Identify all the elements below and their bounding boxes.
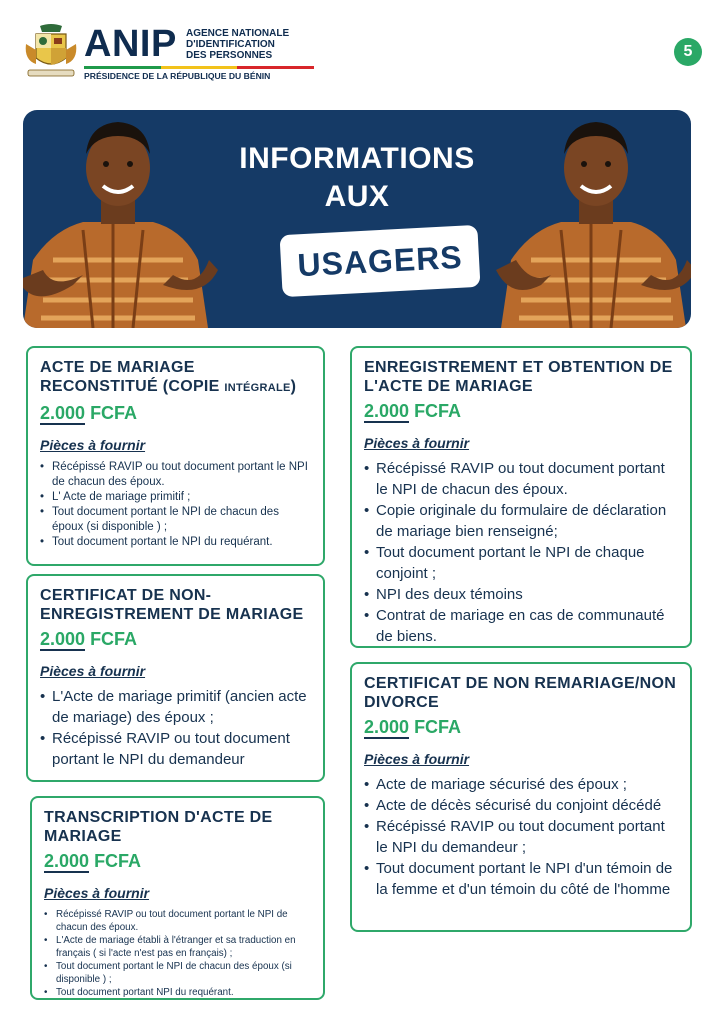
card-title-end: ) bbox=[290, 378, 297, 395]
requirements-list bbox=[364, 774, 678, 900]
card-title-text: ACTE DE MARIAGE RECONSTITUÉ (COPIE bbox=[40, 359, 220, 395]
list-item: • Tout document portant le NPI de chacun des époux (si disponible ) ; bbox=[40, 505, 311, 535]
requirements-list bbox=[44, 908, 311, 999]
list-item: • Tout document portant NPI du requérant. bbox=[44, 986, 311, 999]
list-item: • Récépissé RAVIP ou tout document portant le NPI de chacun des époux. bbox=[364, 458, 678, 500]
brand-logo-text: ANIP bbox=[84, 23, 177, 65]
list-item: • Contrat de mariage en cas de communauté de biens. bbox=[364, 605, 678, 647]
card-title bbox=[40, 358, 311, 398]
pieces-label: Pièces à fournir bbox=[40, 663, 146, 679]
list-item: • Récépissé RAVIP ou tout document portant le NPI du demandeur ; bbox=[364, 816, 678, 858]
hero-banner bbox=[23, 110, 691, 328]
card-transcription-acte-mariage bbox=[30, 796, 325, 1000]
price-amount: 2.000 bbox=[364, 717, 410, 737]
card-title: CERTIFICAT DE NON-ENREGISTREMENT DE MARIAGE bbox=[40, 587, 304, 623]
list-item: • Récépissé RAVIP ou tout document portant le NPI de chacun des époux. bbox=[44, 908, 311, 934]
banner-title bbox=[23, 140, 691, 216]
list-item: • Acte de mariage sécurisé des époux ; bbox=[364, 774, 678, 795]
banner-pill bbox=[280, 225, 481, 297]
price-amount: 2.000 bbox=[40, 403, 86, 423]
requirements-list bbox=[40, 460, 311, 550]
pieces-label: Pièces à fournir bbox=[364, 435, 470, 451]
agency-line-1: AGENCE NATIONALE bbox=[186, 28, 290, 39]
price-amount: 2.000 bbox=[44, 851, 90, 871]
list-item: • Tout document portant le NPI de chacun des époux (si disponible ) ; bbox=[44, 960, 311, 986]
price-currency: FCFA bbox=[90, 403, 138, 423]
card-title-small: INTÉGRALE bbox=[224, 382, 291, 394]
card-title: TRANSCRIPTION D'ACTE DE MARIAGE bbox=[44, 809, 273, 845]
agency-line-3: DES PERSONNES bbox=[186, 50, 273, 61]
price-currency: FCFA bbox=[414, 717, 462, 737]
list-item: • Récépissé RAVIP ou tout document portant le NPI de chacun des époux. bbox=[40, 460, 311, 490]
header bbox=[22, 22, 322, 84]
banner-title-line-2: AUX bbox=[324, 180, 390, 213]
price-amount: 2.000 bbox=[40, 629, 86, 649]
card-price bbox=[40, 402, 137, 424]
list-item: • L'Acte de mariage établi à l'étranger et sa traduction en français ( si l'acte n'est pas en français) ; bbox=[44, 934, 311, 960]
page-number-badge: 5 bbox=[674, 38, 702, 66]
price-currency: FCFA bbox=[94, 851, 142, 871]
price-currency: FCFA bbox=[90, 629, 138, 649]
card-certificat-non-remariage bbox=[350, 662, 692, 932]
pieces-label: Pièces à fournir bbox=[364, 751, 470, 767]
list-item: • Tout document portant le NPI de chaque conjoint ; bbox=[364, 542, 678, 584]
list-item: • Tout document portant le NPI du requérant. bbox=[40, 535, 311, 550]
requirements-list bbox=[364, 458, 678, 647]
card-price bbox=[40, 628, 137, 650]
list-item: • L' Acte de mariage primitif ; bbox=[40, 490, 311, 505]
card-certificat-non-enregistrement bbox=[26, 574, 325, 782]
card-title: ENREGISTREMENT ET OBTENTION DE L'ACTE DE MARIAGE bbox=[364, 359, 673, 395]
card-price bbox=[364, 716, 461, 738]
card-acte-mariage-reconstitue bbox=[26, 346, 325, 566]
banner-title-line-1: INFORMATIONS bbox=[239, 142, 475, 175]
presidence-label: PRÉSIDENCE DE LA RÉPUBLIQUE DU BÉNIN bbox=[84, 71, 271, 81]
list-item: • Récépissé RAVIP ou tout document portant le NPI du demandeur bbox=[40, 728, 311, 770]
benin-coat-of-arms-icon bbox=[22, 24, 80, 80]
list-item: • L'Acte de mariage primitif (ancien acte de mariage) des époux ; bbox=[40, 686, 311, 728]
card-price bbox=[364, 400, 461, 422]
list-item: • Tout document portant le NPI d'un témoin de la femme et d'un témoin du côté de l'homme bbox=[364, 858, 678, 900]
card-enregistrement-acte-mariage bbox=[350, 346, 692, 648]
card-title: CERTIFICAT DE NON REMARIAGE/NON DIVORCE bbox=[364, 675, 677, 711]
agency-line-2: D'IDENTIFICATION bbox=[186, 39, 275, 50]
card-price bbox=[44, 850, 141, 872]
price-amount: 2.000 bbox=[364, 401, 410, 421]
agency-name bbox=[186, 28, 289, 61]
flag-stripe bbox=[84, 66, 314, 69]
list-item: • NPI des deux témoins bbox=[364, 584, 678, 605]
requirements-list bbox=[40, 686, 311, 770]
banner-pill-label: USAGERS bbox=[296, 238, 464, 283]
list-item: • Acte de décès sécurisé du conjoint décédé bbox=[364, 795, 678, 816]
pieces-label: Pièces à fournir bbox=[44, 885, 150, 901]
list-item: • Copie originale du formulaire de déclaration de mariage bien renseigné; bbox=[364, 500, 678, 542]
price-currency: FCFA bbox=[414, 401, 462, 421]
pieces-label: Pièces à fournir bbox=[40, 437, 146, 453]
